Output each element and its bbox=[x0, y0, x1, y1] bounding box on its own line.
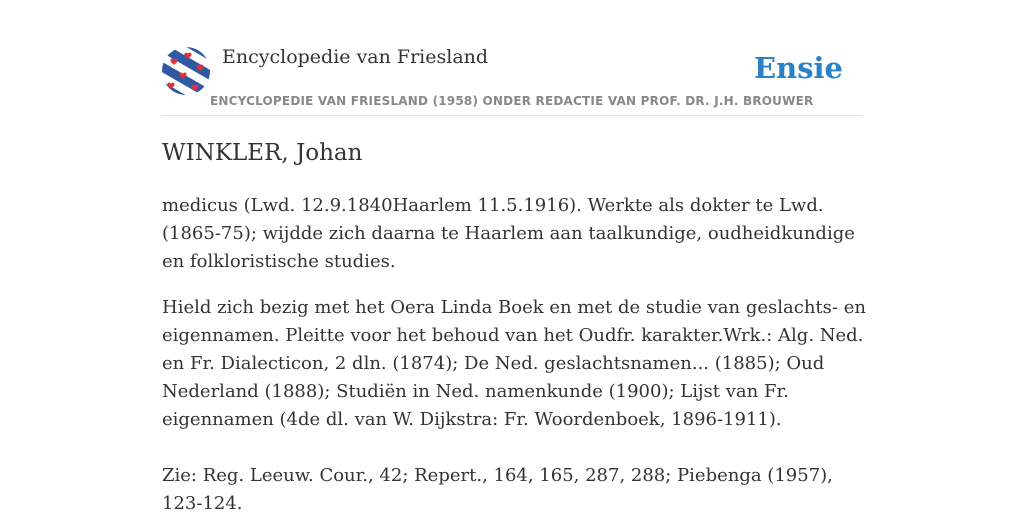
ensie-logo[interactable]: Ensie bbox=[754, 51, 843, 85]
entry-title: WINKLER, Johan bbox=[162, 140, 363, 166]
encyclopedia-subtitle: ENCYCLOPEDIE VAN FRIESLAND (1958) ONDER REDACTIE VAN PROF. DR. J.H. BROUWER bbox=[210, 94, 814, 108]
site-title[interactable]: Encyclopedie van Friesland bbox=[222, 46, 489, 68]
entry-references: Zie: Reg. Leeuw. Cour., 42; Repert., 164, 165, 287, 288; Piebenga (1957), 123-124. bbox=[162, 465, 833, 512]
header-divider bbox=[162, 115, 862, 116]
entry-paragraph-1: medicus (Lwd. 12.9.1840Haarlem 11.5.1916). Werkte als dokter te Lwd. (1865-75); wijdde zich daarna te Haarlem aan taalkundige, oudheidkundige en folkloristische studies. bbox=[162, 195, 855, 272]
frisian-flag-icon[interactable] bbox=[162, 47, 210, 95]
entry-paragraph-2: Hield zich bezig met het Oera Linda Boek en met de studie van geslachts- en eigennamen. Pleitte voor het behoud van het Oudfr. karakter.Wrk.: Alg. Ned. en Fr. Dialecticon, 2 dln. (1874); De Ned. geslachtsnamen... (1885); Oud Nederland (1888); Studiën in Ned. namenkunde (1900); Lijst van Fr. eigennamen (4de dl. van W. Dijkstra: Fr. Woordenboek, 1896-1911). bbox=[162, 297, 866, 430]
